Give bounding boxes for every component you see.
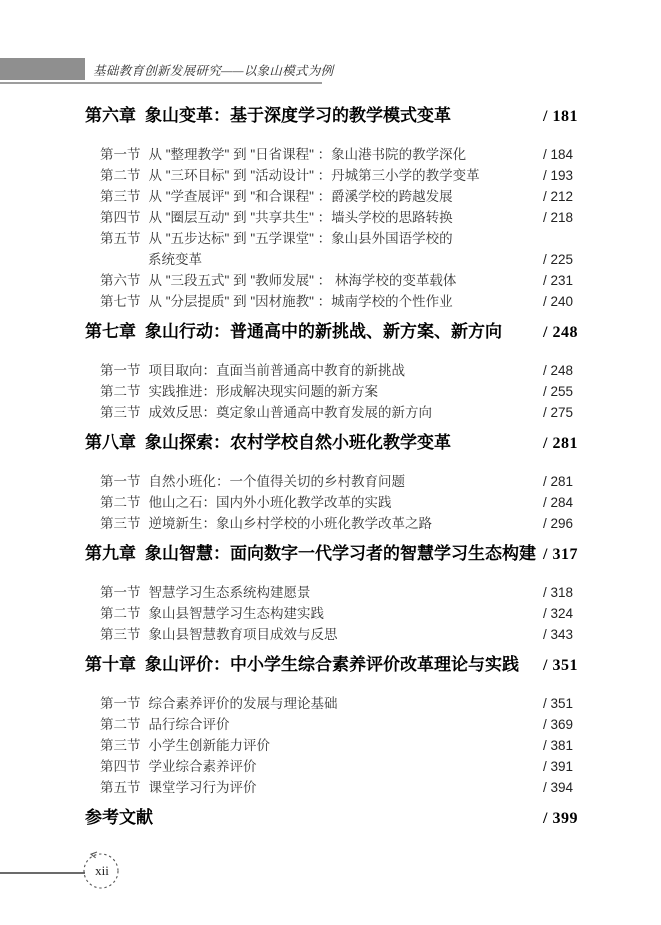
chapter-title: 象山智慧：面向数字一代学习者的智慧学习生态构建 bbox=[145, 544, 536, 563]
chapter-title: 象山变革：基于深度学习的教学模式变革 bbox=[145, 106, 451, 125]
chapter-title: 象山探索：农村学校自然小班化教学变革 bbox=[145, 433, 451, 452]
section-page: / 218 bbox=[543, 210, 574, 225]
section-row bbox=[0, 402, 661, 423]
section-page: / 255 bbox=[543, 384, 574, 399]
section-label: 第七节 bbox=[100, 294, 141, 309]
section-label: 第五节 bbox=[100, 780, 141, 795]
section-row bbox=[0, 624, 661, 645]
section-title: 品行综合评价 bbox=[148, 717, 230, 732]
running-header-title: 基础教育创新发展研究——以象山模式为例 bbox=[93, 64, 334, 78]
references-row bbox=[0, 806, 661, 831]
section-title: 从 "学查展评" 到 "和合课程" ：爵溪学校的跨越发展 bbox=[148, 189, 453, 204]
chapter-label: 第六章 bbox=[85, 106, 136, 125]
section-continuation-row bbox=[0, 249, 661, 270]
section-label: 第二节 bbox=[100, 606, 141, 621]
section-title: 小学生创新能力评价 bbox=[148, 738, 270, 753]
section-title: 课堂学习行为评价 bbox=[148, 780, 257, 795]
section-title: 从 "圈层互动" 到 "共享共生" ：墙头学校的思路转换 bbox=[148, 210, 453, 225]
chapter-heading bbox=[0, 320, 661, 345]
section-row bbox=[0, 186, 661, 207]
section-title: 从 "三段五式" 到 "教师发展" ： 林海学校的变革载体 bbox=[148, 273, 457, 288]
section-page: / 318 bbox=[543, 585, 574, 600]
section-title: 学业综合素养评价 bbox=[148, 759, 257, 774]
chapter-label: 第九章 bbox=[85, 544, 136, 563]
section-row bbox=[0, 228, 661, 249]
section-page: / 231 bbox=[543, 273, 574, 288]
section-row bbox=[0, 270, 661, 291]
section-label: 第一节 bbox=[100, 696, 141, 711]
section-title: 他山之石：国内外小班化教学改革的实践 bbox=[148, 495, 392, 510]
section-label: 第三节 bbox=[100, 516, 141, 531]
section-page: / 240 bbox=[543, 294, 574, 309]
section-row bbox=[0, 714, 661, 735]
section-label: 第三节 bbox=[100, 189, 141, 204]
section-row bbox=[0, 360, 661, 381]
section-title: 智慧学习生态系统构建愿景 bbox=[148, 585, 311, 600]
section-page: / 296 bbox=[543, 516, 574, 531]
section-row bbox=[0, 693, 661, 714]
section-label: 第六节 bbox=[100, 273, 141, 288]
chapter-heading bbox=[0, 431, 661, 456]
section-title: 综合素养评价的发展与理论基础 bbox=[148, 696, 338, 711]
chapter-title: 象山行动：普通高中的新挑战、新方案、新方向 bbox=[145, 322, 502, 341]
chapter-sections bbox=[0, 144, 661, 312]
section-label: 第三节 bbox=[100, 738, 141, 753]
section-page: / 369 bbox=[543, 717, 574, 732]
section-label: 第一节 bbox=[100, 363, 141, 378]
chapter-page: / 281 bbox=[543, 435, 578, 452]
section-page: / 275 bbox=[543, 405, 574, 420]
chapter-sections bbox=[0, 582, 661, 645]
footer-page-number: xii bbox=[95, 863, 109, 878]
section-page: / 284 bbox=[543, 495, 574, 510]
section-page: / 193 bbox=[543, 168, 574, 183]
chapter-heading bbox=[0, 104, 661, 129]
section-label: 第三节 bbox=[100, 405, 141, 420]
section-page: / 394 bbox=[543, 780, 574, 795]
chapter-heading bbox=[0, 542, 661, 567]
chapter-page: / 351 bbox=[543, 657, 578, 674]
section-row bbox=[0, 777, 661, 798]
references-page: / 399 bbox=[543, 810, 578, 827]
section-label: 第二节 bbox=[100, 495, 141, 510]
section-label: 第二节 bbox=[100, 168, 141, 183]
chapter-page: / 317 bbox=[543, 546, 578, 563]
section-label: 第四节 bbox=[100, 759, 141, 774]
section-row bbox=[0, 471, 661, 492]
section-page: / 324 bbox=[543, 606, 574, 621]
section-title: 自然小班化：一个值得关切的乡村教育问题 bbox=[148, 474, 405, 489]
chapter-label: 第七章 bbox=[85, 322, 136, 341]
section-row bbox=[0, 603, 661, 624]
chapter-sections bbox=[0, 360, 661, 423]
section-row bbox=[0, 513, 661, 534]
section-page: / 391 bbox=[543, 759, 574, 774]
section-label: 第四节 bbox=[100, 210, 141, 225]
chapter-title: 象山评价：中小学生综合素养评价改革理论与实践 bbox=[145, 655, 519, 674]
section-page: / 212 bbox=[543, 189, 574, 204]
section-page: / 343 bbox=[543, 627, 574, 642]
section-row bbox=[0, 207, 661, 228]
section-row bbox=[0, 291, 661, 312]
section-title: 逆境新生：象山乡村学校的小班化教学改革之路 bbox=[148, 516, 432, 531]
chapter-sections bbox=[0, 471, 661, 534]
section-label: 第二节 bbox=[100, 717, 141, 732]
section-title-continued: 系统变革 bbox=[148, 252, 202, 267]
chapter-label: 第八章 bbox=[85, 433, 136, 452]
section-row bbox=[0, 144, 661, 165]
chapter-label: 第十章 bbox=[85, 655, 136, 674]
toc bbox=[0, 96, 661, 846]
section-label: 第二节 bbox=[100, 384, 141, 399]
references-label: 参考文献 bbox=[85, 808, 153, 827]
section-title: 从 "分层提质" 到 "因材施教" ：城南学校的个性作业 bbox=[148, 294, 453, 309]
section-page: / 351 bbox=[543, 696, 574, 711]
section-row bbox=[0, 381, 661, 402]
chapter-sections bbox=[0, 693, 661, 798]
section-label: 第三节 bbox=[100, 627, 141, 642]
section-page: / 248 bbox=[543, 363, 574, 378]
chapter-page: / 248 bbox=[543, 324, 578, 341]
section-label: 第五节 bbox=[100, 231, 141, 246]
chapter-page: / 181 bbox=[543, 108, 578, 125]
page-number-swirl-icon bbox=[0, 845, 140, 901]
header-bar bbox=[0, 58, 85, 80]
section-title: 象山县智慧学习生态构建实践 bbox=[148, 606, 324, 621]
section-row bbox=[0, 165, 661, 186]
section-page: / 184 bbox=[543, 147, 574, 162]
section-title: 象山县智慧教育项目成效与反思 bbox=[148, 627, 338, 642]
section-title: 实践推进：形成解决现实问题的新方案 bbox=[148, 384, 378, 399]
section-title: 成效反思：奠定象山普通高中教育发展的新方向 bbox=[148, 405, 432, 420]
section-row bbox=[0, 492, 661, 513]
section-page: / 281 bbox=[543, 474, 574, 489]
section-row bbox=[0, 756, 661, 777]
section-label: 第一节 bbox=[100, 585, 141, 600]
section-row bbox=[0, 735, 661, 756]
section-page: / 381 bbox=[543, 738, 574, 753]
chapter-heading bbox=[0, 653, 661, 678]
section-row bbox=[0, 582, 661, 603]
section-title: 项目取向：直面当前普通高中教育的新挑战 bbox=[148, 363, 405, 378]
header-rule bbox=[0, 82, 322, 84]
section-title: 从 "三环目标" 到 "活动设计" ：丹城第三小学的教学变革 bbox=[148, 168, 480, 183]
section-label: 第一节 bbox=[100, 474, 141, 489]
section-page: / 225 bbox=[543, 252, 574, 267]
section-title: 从 "五步达标" 到 "五学课堂" ：象山县外国语学校的 bbox=[148, 231, 453, 246]
section-label: 第一节 bbox=[100, 147, 141, 162]
section-title: 从 "整理教学" 到 "日省课程" ：象山港书院的教学深化 bbox=[148, 147, 467, 162]
